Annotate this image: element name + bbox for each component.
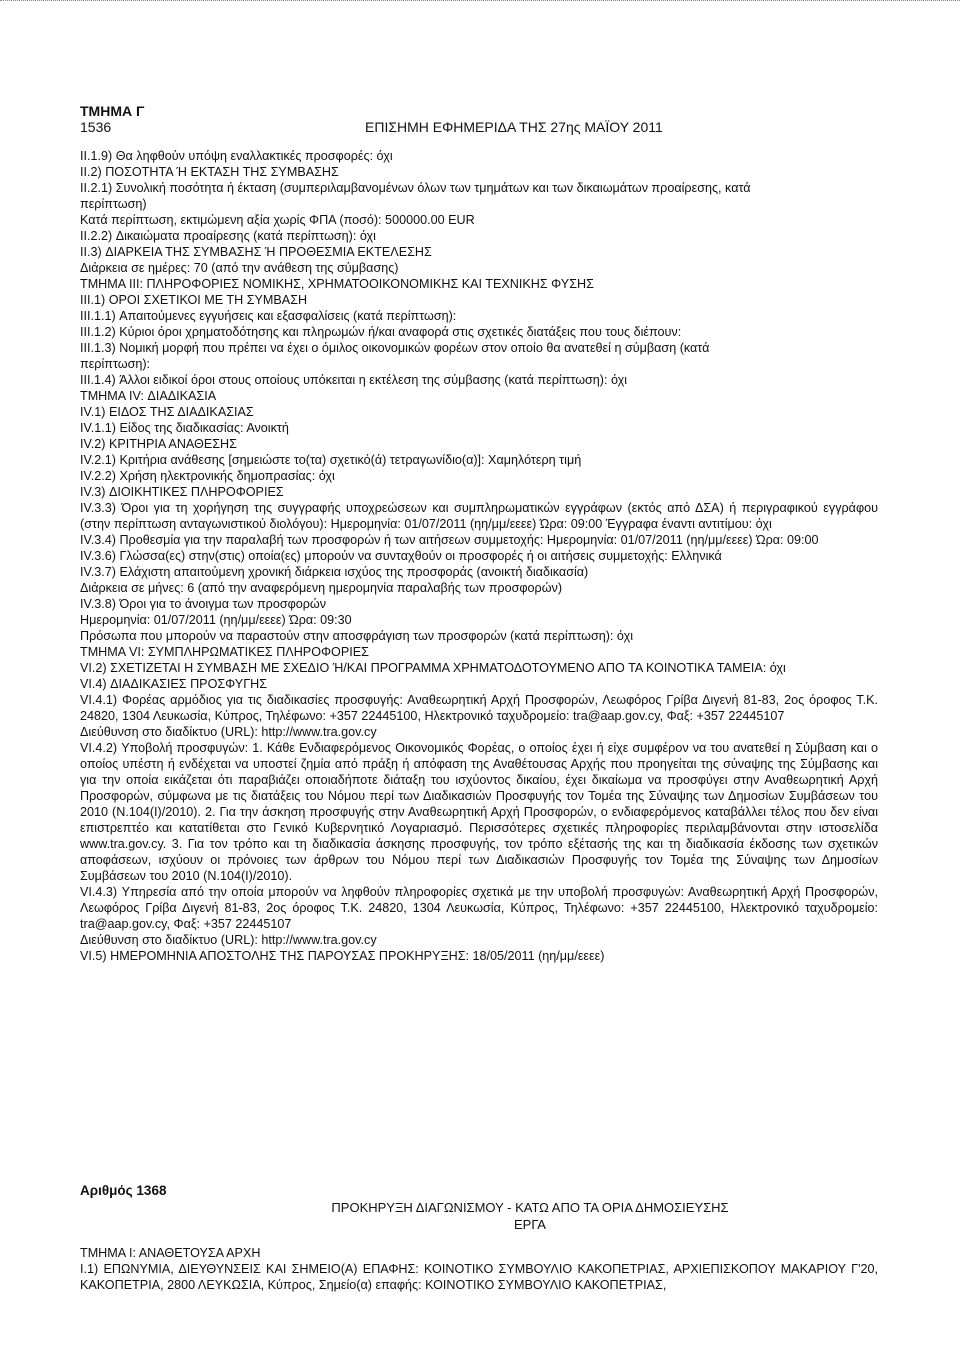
notice-number: Αριθμός 1368 [80,1183,167,1198]
doc-paragraph: VI.4) ΔΙΑΔΙΚΑΣΙΕΣ ΠΡΟΣΦΥΓΗΣ [80,677,268,691]
doc-paragraph: VI.4.2) Υποβολή προσφυγών: 1. Κάθε Ενδιαφερόμενος Οικονομικός Φορέας, ο οποίος έχει ή είχε συμφέρον να του ανατεθεί η Σύμβαση και ο οποίος υπέστη ή ενδέχεται να υποστεί ζημία από πράξη ή απόφαση της Αναθέτουσας Αρχής που προηγείται της σύναψης της Σύμβασης και για την οποία εικάζεται ότι παραβιάζει οποιαδήποτε διάταξη του ισχύοντος δικαίου, έχει δικαίωμα να προσφύγει στην Αναθεωρητική Αρχή Προσφορών, σύμφωνα με τις διατάξεις του Νόμου περί των Διαδικασιών Προσφυγής τον Τομέα της Σύναψης των Δημοσίων Συμβάσεων του 2010 (Ν.104(Ι)/2010). 2. Για την άσκηση προσφυγής στην Αναθεωρητική Αρχή Προσφορών, ο ενδιαφερόμενος καταβάλλει τέλος που δεν είναι επιστρεπτέο και κατατίθεται στο Γενικό Κυβερνητικό Λογαριασμό. Περισσότερες σχετικές πληροφορίες περιλαμβάνονται στην ιστοσελίδα www.tra.gov.cy. 3. Για τον τρόπο και τη διαδικασία άσκησης προσφυγής, τον τρόπο εξέτασής της και τη διαδικασία έκδοσης των σχετικών αποφάσεων, ισχύουν οι πρόνοιες των άρθρων του Νόμου περί των Διαδικασιών Προσφυγής τον Τομέα της Σύναψης των Δημοσίων Συμβάσεων του 2010 (Ν.104(Ι)/2010). [80,741,878,883]
notice-title-line: ΠΡΟΚΗΡΥΞΗ ΔΙΑΓΩΝΙΣΜΟΥ - ΚΑΤΩ ΑΠΟ ΤΑ ΟΡΙΑ ΔΗΜΟΣΙΕΥΣΗΣ [331,1200,729,1215]
doc-paragraph: Ημερομηνία: 01/07/2011 (ηη/μμ/εεεε) Ώρα: 09:30 [80,613,352,627]
section-label: ΤΜΗΜΑ Γ [80,103,145,119]
doc-line: IV.1.1) Είδος της διαδικασίας: Ανοικτή [80,421,289,435]
doc-line: II.2.2) Δικαιώματα προαίρεσης (κατά περίπτωση): όχι [80,229,376,243]
doc-line: IV.2.2) Χρήση ηλεκτρονικής δημοπρασίας: όχι [80,469,335,483]
doc-paragraph: Διεύθυνση στο διαδίκτυο (URL): http://www.tra.gov.cy [80,933,377,947]
doc-line: II.2.1) Συνολική ποσότητα ή έκταση (συμπεριλαμβανομένων όλων των τμημάτων και των δικαιωμάτων προαίρεσης, κατά [80,181,751,195]
doc-paragraph: Διάρκεια σε μήνες: 6 (από την αναφερόμενη ημερομηνία παραλαβής των προσφορών) [80,581,563,595]
doc-paragraph: IV.3.4) Προθεσμία για την παραλαβή των προσφορών ή των αιτήσεων συμμετοχής: Ημερομηνία: 01/07/2011 (ηη/μμ/εεεε) Ώρα: 09:00 [80,533,819,547]
doc-paragraph: IV.3.7) Ελάχιστη απαιτούμενη χρονική διάρκεια ισχύος της προσφοράς (ανοικτή διαδικασία) [80,565,589,579]
doc-line: II.3) ΔΙΑΡΚΕΙΑ ΤΗΣ ΣΥΜΒΑΣΗΣ Ή ΠΡΟΘΕΣΜΙΑ ΕΚΤΕΛΕΣΗΣ [80,245,432,259]
doc-line: III.1) ΟΡΟΙ ΣΧΕΤΙΚΟΙ ΜΕ ΤΗ ΣΥΜΒΑΣΗ [80,293,308,307]
doc-line: III.1.3) Νομική μορφή που πρέπει να έχει ο όμιλος οικονομικών φορέων στον οποίο θα ανατεθεί η σύμβαση (κατά [80,341,710,355]
doc-line: II.1.9) Θα ληφθούν υπόψη εναλλακτικές προσφορές: όχι [80,149,393,163]
doc-paragraph: IV.3.3) Όροι για τη χορήγηση της συγγραφής υποχρεώσεων και συμπληρωματικών εγγράφων (εκτός από ΔΣΑ) ή περιγραφικού εγγράφου (στην περίπτωση ανταγωνιστικού διολόγου): Ημερομηνία: 01/07/2011 (ηη/μμ/εεεε) Ώρα: 09:00 Έγγραφα έναντι αντιτίμου: όχι [80,501,878,531]
doc-line: III.1.1) Απαιτούμενες εγγυήσεις και εξασφαλίσεις (κατά περίπτωση): [80,309,457,323]
doc-line: III.1.2) Κύριοι όροι χρηματοδότησης και πληρωμών ή/και αναφορά στις σχετικές διατάξεις που τους διέπουν: [80,325,682,339]
doc-line: ΤΜΗΜΑ IV: ΔΙΑΔΙΚΑΣΙΑ [80,389,217,403]
doc-paragraph: Διεύθυνση στο διαδίκτυο (URL): http://www.tra.gov.cy [80,725,377,739]
section-heading: ΤΜΗΜΑ Ι: ΑΝΑΘΕΤΟΥΣΑ ΑΡΧΗ [80,1246,261,1260]
notice-title-line: ΕΡΓΑ [514,1217,546,1232]
contracting-authority-section [80,1245,878,1293]
doc-paragraph: ΤΜΗΜΑ VI: ΣΥΜΠΛΗΡΩΜΑΤΙΚΕΣ ΠΛΗΡΟΦΟΡΙΕΣ [80,645,369,659]
doc-paragraph: VI.4.3) Υπηρεσία από την οποία μπορούν να ληφθούν πληροφορίες σχετικά με την υποβολή προσφυγών: Αναθεωρητική Αρχή Προσφορών, Λεωφόρος Γρίβα Διγενή 81-83, 2ος όροφος Τ.Κ. 24820, 1304 Λευκωσία, Κύπρος, Τηλέφωνο: +357 22445100, Ηλεκτρονικό ταχυδρομείο: tra@aap.gov.cy, Φαξ: +357 22445107 [80,885,878,931]
doc-line: Διάρκεια σε ημέρες: 70 (από την ανάθεση της σύμβασης) [80,261,399,275]
doc-line: περίπτωση) [80,197,147,211]
gazette-title: ΕΠΙΣΗΜΗ ΕΦΗΜΕΡΙΔΑ ΤΗΣ 27ης ΜΑΪΟΥ 2011 [365,119,663,135]
doc-line: IV.3) ΔΙΟΙΚΗΤΙΚΕΣ ΠΛΗΡΟΦΟΡΙΕΣ [80,485,284,499]
document-body [80,148,878,964]
doc-line: περίπτωση): [80,357,151,371]
doc-paragraph: VI.4.1) Φορέας αρμόδιος για τις διαδικασίες προσφυγής: Αναθεωρητική Αρχή Προσφορών, Λεωφόρος Γρίβα Διγενή 81-83, 2ος όροφος Τ.Κ. 24820, 1304 Λευκωσία, Κύπρος, Τηλέφωνο: +357 22445100, Ηλεκτρονικό ταχυδρομείο: tra@aap.gov.cy, Φαξ: +357 22445107 [80,693,878,723]
doc-line: ΤΜΗΜΑ III: ΠΛΗΡΟΦΟΡΙΕΣ ΝΟΜΙΚΗΣ, ΧΡΗΜΑΤΟΟΙΚΟΝΟΜΙΚΗΣ ΚΑΙ ΤΕΧΝΙΚΗΣ ΦΥΣΗΣ [80,277,594,291]
doc-line: IV.2) ΚΡΙΤΗΡΙΑ ΑΝΑΘΕΣΗΣ [80,437,237,451]
doc-paragraph: IV.3.8) Όροι για το άνοιγμα των προσφορών [80,597,327,611]
page-number: 1536 [80,119,112,135]
doc-line: Κατά περίπτωση, εκτιμώμενη αξία χωρίς ΦΠΑ (ποσό): 500000.00 EUR [80,213,475,227]
doc-line: III.1.4) Άλλοι ειδικοί όροι στους οποίους υπόκειται η εκτέλεση της σύμβασης (κατά περίπτωση): όχι [80,373,628,387]
doc-paragraph: VI.2) ΣΧΕΤΙΖΕΤΑΙ Η ΣΥΜΒΑΣΗ ΜΕ ΣΧΕΔΙΟ Ή/ΚΑΙ ΠΡΟΓΡΑΜΜΑ ΧΡΗΜΑΤΟΔΟΤΟΥΜΕΝΟ ΑΠΟ ΤΑ ΚΟΙΝΟΤΙΚΑ ΤΑΜΕΙΑ: όχι [80,661,786,675]
doc-paragraph: Πρόσωπα που μπορούν να παραστούν στην αποσφράγιση των προσφορών (κατά περίπτωση): όχι [80,629,634,643]
doc-paragraph: Ι.1) ΕΠΩΝΥΜΙΑ, ΔΙΕΥΘΥΝΣΕΙΣ ΚΑΙ ΣΗΜΕΙΟ(Α) ΕΠΑΦΗΣ: ΚΟΙΝΟΤΙΚΟ ΣΥΜΒΟΥΛΙΟ ΚΑΚΟΠΕΤΡΙΑΣ, ΑΡΧΙΕΠΙΣΚΟΠΟΥ ΜΑΚΑΡΙΟΥ Γ'20, ΚΑΚΟΠΕΤΡΙΑ, 2800 ΛΕΥΚΩΣΙΑ, Κύπρος, Σημείο(α) επαφής: ΚΟΙΝΟΤΙΚΟ ΣΥΜΒΟΥΛΙΟ ΚΑΚΟΠΕΤΡΙΑΣ, [80,1262,878,1292]
doc-line: II.2) ΠΟΣΟΤΗΤΑ Ή ΕΚΤΑΣΗ ΤΗΣ ΣΥΜΒΑΣΗΣ [80,165,339,179]
doc-line: IV.2.1) Κριτήρια ανάθεσης [σημειώστε το(τα) σχετικό(ά) τετραγωνίδιο(α)]: Χαμηλότερη τιμή [80,453,582,467]
doc-paragraph: VI.5) ΗΜΕΡΟΜΗΝΙΑ ΑΠΟΣΤΟΛΗΣ ΤΗΣ ΠΑΡΟΥΣΑΣ ΠΡΟΚΗΡΥΞΗΣ: 18/05/2011 (ηη/μμ/εεεε) [80,949,605,963]
doc-paragraph: IV.3.6) Γλώσσα(ες) στην(στις) οποία(ες) μπορούν να συνταχθούν οι προσφορές ή οι αιτήσεις συμμετοχής: Ελληνικά [80,549,722,563]
notice-title [250,1199,810,1233]
doc-line: IV.1) ΕΙΔΟΣ ΤΗΣ ΔΙΑΔΙΚΑΣΙΑΣ [80,405,254,419]
top-scan-edge [0,0,960,7]
